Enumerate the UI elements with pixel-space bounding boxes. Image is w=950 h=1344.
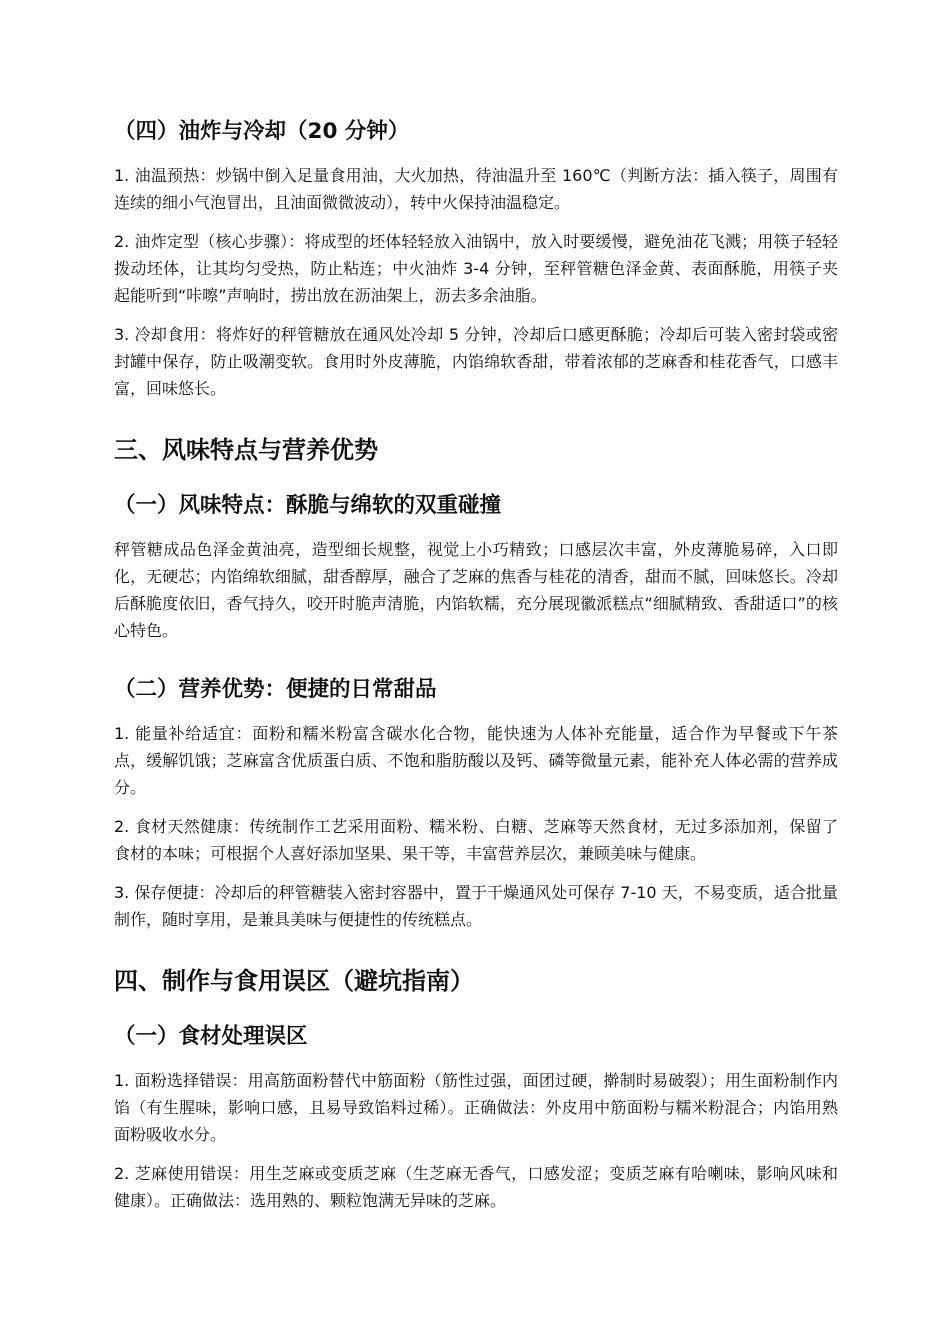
part-title-mistakes: 四、制作与食用误区（避坑指南） bbox=[114, 967, 474, 995]
part-title-flavor-nutrition: 三、风味特点与营养优势 bbox=[114, 436, 378, 464]
paragraph-ingredients-1: 1. 面粉选择错误：用高筋面粉替代中筋面粉（筋性过强，面团过硬，擀制时易破裂）；用生面粉制作内馅（有生腥味，影响口感，且易导致馅料过稀）。正确做法：外皮用中筋面粉与糯米粉混合；内馅用熟面粉吸收水分。 bbox=[114, 1071, 838, 1144]
section-heading-ingredients: （一）食材处理误区 bbox=[114, 1024, 308, 1049]
paragraph-nutrition-1: 1. 能量补给适宜：面粉和糯米粉富含碳水化合物，能快速为人体补充能量，适合作为早餐或下午茶点，缓解饥饿；芝麻富含优质蛋白质、不饱和脂肪酸以及钙、磷等微量元素，能补充人体必需的营养成分。 bbox=[114, 724, 838, 797]
paragraph-nutrition-2: 2. 食材天然健康：传统制作工艺采用面粉、糯米粉、白糖、芝麻等天然食材，无过多添加剂，保留了食材的本味；可根据个人喜好添加坚果、果干等，丰富营养层次，兼顾美味与健康。 bbox=[114, 817, 838, 863]
section-heading-flavor: （一）风味特点：酥脆与绵软的双重碰撞 bbox=[114, 493, 502, 518]
paragraph-frying-3: 3. 冷却食用：将炸好的秤管糖放在通风处冷却 5 分钟，冷却后口感更酥脆；冷却后可装入密封袋或密封罐中保存，防止吸潮变软。食用时外皮薄脆，内馅绵软香甜，带着浓郁的芝麻香和桂花香气，口感丰富，回味悠长。 bbox=[114, 325, 838, 398]
section-heading-frying: （四）油炸与冷却（20 分钟） bbox=[114, 119, 410, 144]
paragraph-frying-1: 1. 油温预热：炒锅中倒入足量食用油，大火加热，待油温升至 160℃（判断方法：插入筷子，周围有连续的细小气泡冒出，且油面微微波动），转中火保持油温稳定。 bbox=[114, 166, 838, 212]
paragraph-frying-2: 2. 油炸定型（核心步骤）：将成型的坯体轻轻放入油锅中，放入时要缓慢，避免油花飞溅；用筷子轻轻拨动坯体，让其均匀受热，防止粘连；中火油炸 3-4 分钟，至秤管糖色泽金黄、表面酥脆，用筷子夹起能听到“咔嚓”声响时，捞出放在沥油架上，沥去多余油脂。 bbox=[114, 232, 838, 305]
section-heading-nutrition: （二）营养优势：便捷的日常甜品 bbox=[114, 677, 437, 702]
paragraph-ingredients-2: 2. 芝麻使用错误：用生芝麻或变质芝麻（生芝麻无香气，口感发涩；变质芝麻有哈喇味，影响风味和健康）。正确做法：选用熟的、颗粒饱满无异味的芝麻。 bbox=[114, 1164, 838, 1210]
paragraph-nutrition-3: 3. 保存便捷：冷却后的秤管糖装入密封容器中，置于干燥通风处可保存 7-10 天，不易变质，适合批量制作，随时享用，是兼具美味与便捷性的传统糕点。 bbox=[114, 883, 838, 929]
paragraph-flavor: 秤管糖成品色泽金黄油亮，造型细长规整，视觉上小巧精致；口感层次丰富，外皮薄脆易碎，入口即化，无硬芯；内馅绵软细腻，甜香醇厚，融合了芝麻的焦香与桂花的清香，甜而不腻，回味悠长。冷却后酥脆度依旧，香气持久，咬开时脆声清脆，内馅软糯，充分展现徽派糕点“细腻精致、香甜适口”的核心特色。 bbox=[114, 540, 838, 640]
